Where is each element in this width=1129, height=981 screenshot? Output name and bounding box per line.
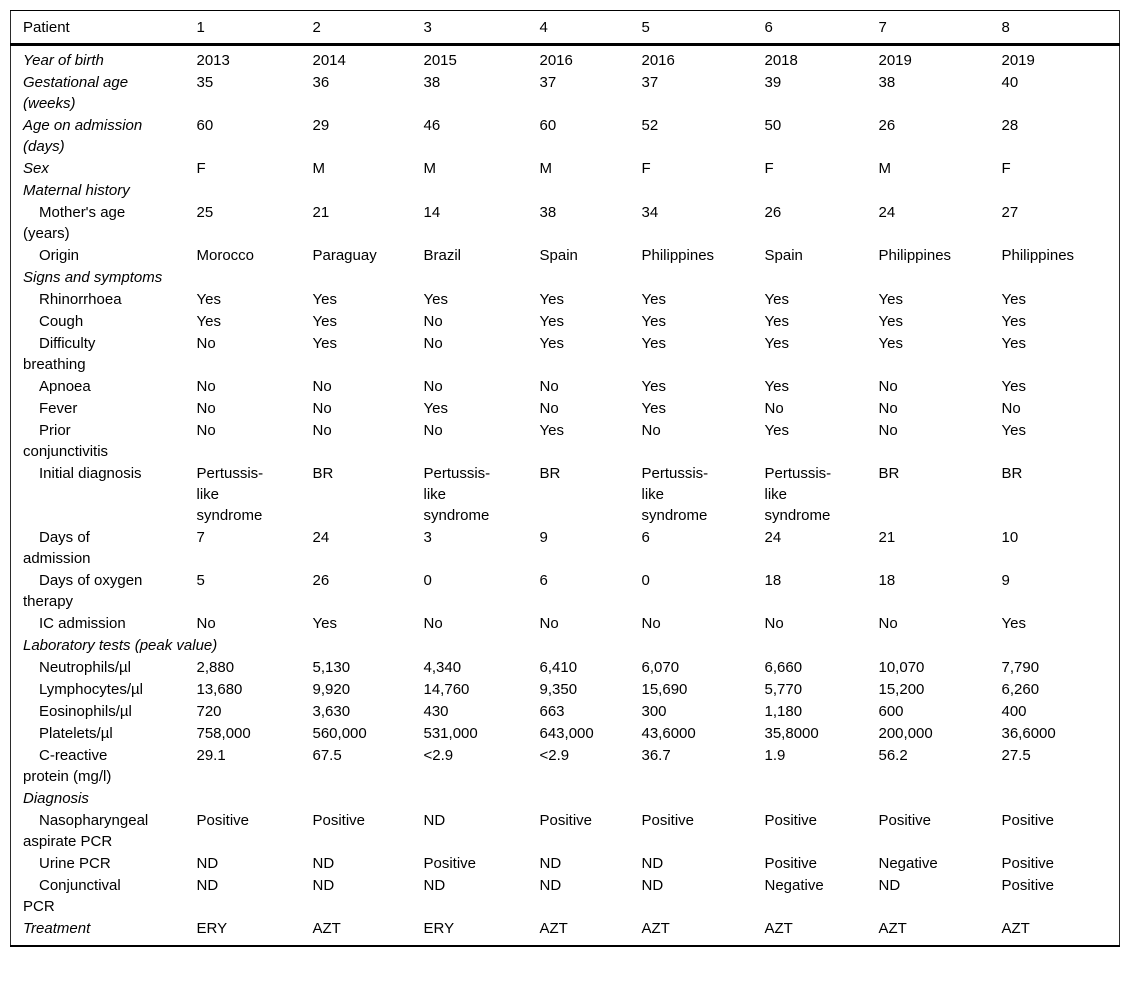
- row-label: Difficulty breathing: [23, 335, 96, 373]
- row-label: Apnoea: [39, 378, 91, 395]
- cell: Positive: [1001, 812, 1055, 829]
- cell: No: [878, 422, 898, 439]
- cell: No: [196, 335, 216, 352]
- cell: 0: [641, 572, 650, 589]
- cell: 2014: [312, 52, 346, 69]
- cell: 60: [196, 117, 214, 134]
- cell: No: [423, 378, 443, 395]
- section-row: [11, 180, 1120, 202]
- cell: No: [423, 313, 443, 330]
- row-label: Maternal history: [23, 182, 130, 199]
- cell: 2016: [641, 52, 675, 69]
- row-label: Platelets/µl: [39, 725, 113, 742]
- patient-table: [10, 10, 1120, 947]
- table-row: [11, 311, 1120, 333]
- cell: Yes: [539, 313, 564, 330]
- cell: Pertussis-like syndrome: [423, 465, 491, 524]
- row-label: IC admission: [39, 615, 126, 632]
- cell: 5: [196, 572, 205, 589]
- table-row: [11, 158, 1120, 180]
- cell: 6: [641, 529, 650, 546]
- table-row: [11, 115, 1120, 158]
- cell: 531,000: [423, 725, 478, 742]
- cell: No: [641, 615, 661, 632]
- cell: Yes: [764, 335, 789, 352]
- header-patient-number: 3: [412, 11, 528, 45]
- cell: No: [764, 400, 784, 417]
- cell: Yes: [539, 422, 564, 439]
- cell: No: [196, 400, 216, 417]
- cell: ERY: [423, 920, 455, 937]
- cell: Yes: [764, 422, 789, 439]
- cell: Yes: [539, 291, 564, 308]
- row-label: Age on admission (days): [23, 117, 143, 155]
- cell: ND: [539, 877, 562, 894]
- cell: Yes: [312, 615, 337, 632]
- cell: <2.9: [539, 747, 570, 764]
- cell: 560,000: [312, 725, 367, 742]
- cell: Yes: [878, 335, 903, 352]
- cell: Yes: [764, 291, 789, 308]
- cell: 25: [196, 204, 214, 221]
- cell: 6,260: [1001, 681, 1040, 698]
- cell: Yes: [764, 378, 789, 395]
- cell: 29.1: [196, 747, 226, 764]
- cell: AZT: [764, 920, 793, 937]
- cell: Philippines: [641, 247, 715, 264]
- cell: 0: [423, 572, 432, 589]
- row-label: Sex: [23, 160, 49, 177]
- cell: 26: [878, 117, 896, 134]
- table-row: [11, 398, 1120, 420]
- cell: 38: [539, 204, 557, 221]
- cell: Yes: [641, 400, 666, 417]
- cell: 2019: [1001, 52, 1035, 69]
- cell: 13,680: [196, 681, 243, 698]
- cell: 21: [312, 204, 330, 221]
- cell: 200,000: [878, 725, 933, 742]
- table-row: [11, 45, 1120, 73]
- cell: Yes: [1001, 335, 1026, 352]
- header-row: [11, 11, 1120, 45]
- cell: Positive: [196, 812, 250, 829]
- cell: BR: [312, 465, 334, 482]
- table-row: [11, 202, 1120, 245]
- table-row: [11, 918, 1120, 946]
- section-row: [11, 267, 1120, 289]
- cell: 24: [312, 529, 330, 546]
- row-label: Days of admission: [23, 529, 91, 567]
- table-row: [11, 745, 1120, 788]
- cell: 758,000: [196, 725, 251, 742]
- cell: 300: [641, 703, 667, 720]
- table-row: [11, 72, 1120, 115]
- cell: 1,180: [764, 703, 803, 720]
- cell: 21: [878, 529, 896, 546]
- cell: ND: [196, 877, 219, 894]
- row-label: Conjunctival PCR: [23, 877, 121, 915]
- cell: 2,880: [196, 659, 235, 676]
- cell: 50: [764, 117, 782, 134]
- cell: 40: [1001, 74, 1019, 91]
- cell: 18: [764, 572, 782, 589]
- cell: ND: [878, 877, 901, 894]
- cell: No: [423, 422, 443, 439]
- row-label: Gestational age (weeks): [23, 74, 129, 112]
- cell: 600: [878, 703, 904, 720]
- cell: No: [196, 422, 216, 439]
- cell: No: [878, 400, 898, 417]
- cell: Yes: [1001, 378, 1026, 395]
- cell: Positive: [764, 812, 818, 829]
- cell: 36.7: [641, 747, 671, 764]
- cell: Yes: [878, 313, 903, 330]
- cell: AZT: [878, 920, 907, 937]
- cell: Yes: [1001, 313, 1026, 330]
- cell: 14: [423, 204, 441, 221]
- cell: Yes: [1001, 615, 1026, 632]
- row-label: Cough: [39, 313, 84, 330]
- header-label: Patient: [11, 11, 185, 45]
- cell: ND: [423, 877, 446, 894]
- cell: AZT: [539, 920, 568, 937]
- cell: 35,8000: [764, 725, 819, 742]
- section-row: [11, 635, 1120, 657]
- cell: 46: [423, 117, 441, 134]
- row-label: Mother's age (years): [23, 204, 126, 242]
- cell: Yes: [312, 313, 337, 330]
- cell: Yes: [641, 291, 666, 308]
- cell: Philippines: [878, 247, 952, 264]
- cell: M: [539, 160, 552, 177]
- cell: 27.5: [1001, 747, 1031, 764]
- cell: 36: [312, 74, 330, 91]
- cell: No: [196, 615, 216, 632]
- cell: 26: [312, 572, 330, 589]
- table-row: [11, 701, 1120, 723]
- cell: Yes: [196, 313, 221, 330]
- cell: 60: [539, 117, 557, 134]
- table-row: [11, 420, 1120, 463]
- cell: Spain: [539, 247, 578, 264]
- table-row: [11, 810, 1120, 853]
- cell: Morocco: [196, 247, 255, 264]
- cell: F: [196, 160, 206, 177]
- cell: 29: [312, 117, 330, 134]
- cell: Yes: [764, 313, 789, 330]
- row-label: Initial diagnosis: [39, 465, 142, 482]
- cell: 67.5: [312, 747, 342, 764]
- cell: 9,920: [312, 681, 351, 698]
- cell: Philippines: [1001, 247, 1075, 264]
- cell: Brazil: [423, 247, 462, 264]
- row-label: Laboratory tests (peak value): [23, 637, 218, 654]
- cell: 5,130: [312, 659, 351, 676]
- cell: AZT: [641, 920, 670, 937]
- cell: Yes: [1001, 291, 1026, 308]
- cell: <2.9: [423, 747, 454, 764]
- cell: Yes: [312, 335, 337, 352]
- cell: 6: [539, 572, 548, 589]
- cell: 43,6000: [641, 725, 696, 742]
- row-label: Nasopharyngeal aspirate PCR: [23, 812, 149, 850]
- cell: 52: [641, 117, 659, 134]
- cell: Yes: [641, 335, 666, 352]
- header-patient-number: 8: [990, 11, 1120, 45]
- header-patient-number: 1: [185, 11, 301, 45]
- cell: BR: [539, 465, 561, 482]
- row-label: Treatment: [23, 920, 91, 937]
- cell: 15,690: [641, 681, 688, 698]
- patient-table-container: [10, 10, 1120, 947]
- cell: 6,410: [539, 659, 578, 676]
- cell: 2015: [423, 52, 457, 69]
- cell: 9: [539, 529, 548, 546]
- cell: 34: [641, 204, 659, 221]
- cell: 4,340: [423, 659, 462, 676]
- cell: M: [312, 160, 325, 177]
- cell: 24: [878, 204, 896, 221]
- cell: Yes: [312, 291, 337, 308]
- table-row: [11, 613, 1120, 635]
- header-patient-number: 6: [753, 11, 867, 45]
- table-row: [11, 853, 1120, 875]
- cell: 2018: [764, 52, 798, 69]
- cell: ND: [539, 855, 562, 872]
- cell: No: [423, 615, 443, 632]
- cell: No: [641, 422, 661, 439]
- cell: F: [641, 160, 651, 177]
- cell: 7: [196, 529, 205, 546]
- cell: Yes: [196, 291, 221, 308]
- header-patient-number: 2: [301, 11, 412, 45]
- cell: ND: [641, 877, 664, 894]
- cell: 430: [423, 703, 449, 720]
- row-label: Urine PCR: [39, 855, 111, 872]
- header-patient-number: 7: [867, 11, 990, 45]
- cell: 10,070: [878, 659, 925, 676]
- row-label: Eosinophils/µl: [39, 703, 132, 720]
- header-patient-number: 4: [528, 11, 630, 45]
- cell: 643,000: [539, 725, 594, 742]
- cell: 663: [539, 703, 565, 720]
- cell: No: [312, 400, 332, 417]
- row-label: Signs and symptoms: [23, 269, 163, 286]
- cell: F: [764, 160, 774, 177]
- cell: Pertussis-like syndrome: [196, 465, 264, 524]
- cell: Positive: [641, 812, 695, 829]
- cell: 9: [1001, 572, 1010, 589]
- table-row: [11, 245, 1120, 267]
- cell: ND: [423, 812, 446, 829]
- row-label: Lymphocytes/µl: [39, 681, 143, 698]
- cell: Pertussis-like syndrome: [764, 465, 832, 524]
- cell: 56.2: [878, 747, 908, 764]
- cell: Negative: [764, 877, 824, 894]
- row-label: Neutrophils/µl: [39, 659, 132, 676]
- cell: Yes: [641, 313, 666, 330]
- cell: No: [539, 378, 559, 395]
- cell: 9,350: [539, 681, 578, 698]
- cell: Pertussis-like syndrome: [641, 465, 709, 524]
- cell: 37: [641, 74, 659, 91]
- cell: 3,630: [312, 703, 351, 720]
- cell: 28: [1001, 117, 1019, 134]
- cell: Yes: [641, 378, 666, 395]
- cell: 720: [196, 703, 222, 720]
- row-label: Rhinorrhoea: [39, 291, 122, 308]
- cell: ND: [196, 855, 219, 872]
- table-row: [11, 527, 1120, 570]
- cell: 38: [878, 74, 896, 91]
- table-row: [11, 723, 1120, 745]
- cell: 14,760: [423, 681, 470, 698]
- row-label: Fever: [39, 400, 78, 417]
- cell: 2019: [878, 52, 912, 69]
- cell: 1.9: [764, 747, 786, 764]
- cell: Yes: [423, 400, 448, 417]
- cell: F: [1001, 160, 1011, 177]
- table-row: [11, 875, 1120, 918]
- row-label: Days of oxygen therapy: [23, 572, 143, 610]
- cell: 26: [764, 204, 782, 221]
- cell: 2016: [539, 52, 573, 69]
- row-label: Origin: [39, 247, 80, 264]
- cell: 37: [539, 74, 557, 91]
- cell: M: [423, 160, 436, 177]
- cell: Positive: [878, 812, 932, 829]
- cell: No: [878, 615, 898, 632]
- cell: 400: [1001, 703, 1027, 720]
- cell: No: [312, 422, 332, 439]
- cell: 3: [423, 529, 432, 546]
- cell: 24: [764, 529, 782, 546]
- cell: ND: [641, 855, 664, 872]
- cell: Negative: [878, 855, 938, 872]
- cell: Positive: [539, 812, 593, 829]
- cell: Yes: [1001, 422, 1026, 439]
- table-row: [11, 657, 1120, 679]
- cell: No: [539, 615, 559, 632]
- cell: No: [312, 378, 332, 395]
- cell: Positive: [312, 812, 366, 829]
- cell: BR: [878, 465, 900, 482]
- row-label: Diagnosis: [23, 790, 89, 807]
- cell: Spain: [764, 247, 803, 264]
- cell: Yes: [423, 291, 448, 308]
- cell: 10: [1001, 529, 1019, 546]
- cell: Yes: [539, 335, 564, 352]
- header-patient-number: 5: [630, 11, 753, 45]
- cell: 35: [196, 74, 214, 91]
- table-row: [11, 570, 1120, 613]
- row-label: C-reactive protein (mg/l): [23, 747, 112, 785]
- table-row: [11, 679, 1120, 701]
- table-row: [11, 463, 1120, 527]
- cell: M: [878, 160, 891, 177]
- cell: 6,070: [641, 659, 680, 676]
- row-label: Prior conjunctivitis: [23, 422, 109, 460]
- cell: BR: [1001, 465, 1023, 482]
- cell: No: [878, 378, 898, 395]
- cell: Yes: [878, 291, 903, 308]
- cell: 36,6000: [1001, 725, 1056, 742]
- cell: 27: [1001, 204, 1019, 221]
- cell: 6,660: [764, 659, 803, 676]
- table-row: [11, 289, 1120, 311]
- cell: No: [539, 400, 559, 417]
- cell: ND: [312, 877, 335, 894]
- cell: AZT: [1001, 920, 1030, 937]
- cell: No: [764, 615, 784, 632]
- cell: 38: [423, 74, 441, 91]
- cell: 7,790: [1001, 659, 1040, 676]
- cell: No: [1001, 400, 1021, 417]
- cell: Positive: [1001, 855, 1055, 872]
- table-row: [11, 376, 1120, 398]
- cell: 15,200: [878, 681, 925, 698]
- cell: Positive: [764, 855, 818, 872]
- cell: AZT: [312, 920, 341, 937]
- cell: No: [423, 335, 443, 352]
- row-label: Year of birth: [23, 52, 104, 69]
- cell: ERY: [196, 920, 228, 937]
- cell: 2013: [196, 52, 230, 69]
- cell: Positive: [1001, 877, 1055, 894]
- table-body: [11, 45, 1120, 947]
- cell: No: [196, 378, 216, 395]
- cell: ND: [312, 855, 335, 872]
- section-row: [11, 788, 1120, 810]
- cell: Positive: [423, 855, 477, 872]
- table-row: [11, 333, 1120, 376]
- cell: 18: [878, 572, 896, 589]
- cell: 39: [764, 74, 782, 91]
- cell: Paraguay: [312, 247, 377, 264]
- cell: 5,770: [764, 681, 803, 698]
